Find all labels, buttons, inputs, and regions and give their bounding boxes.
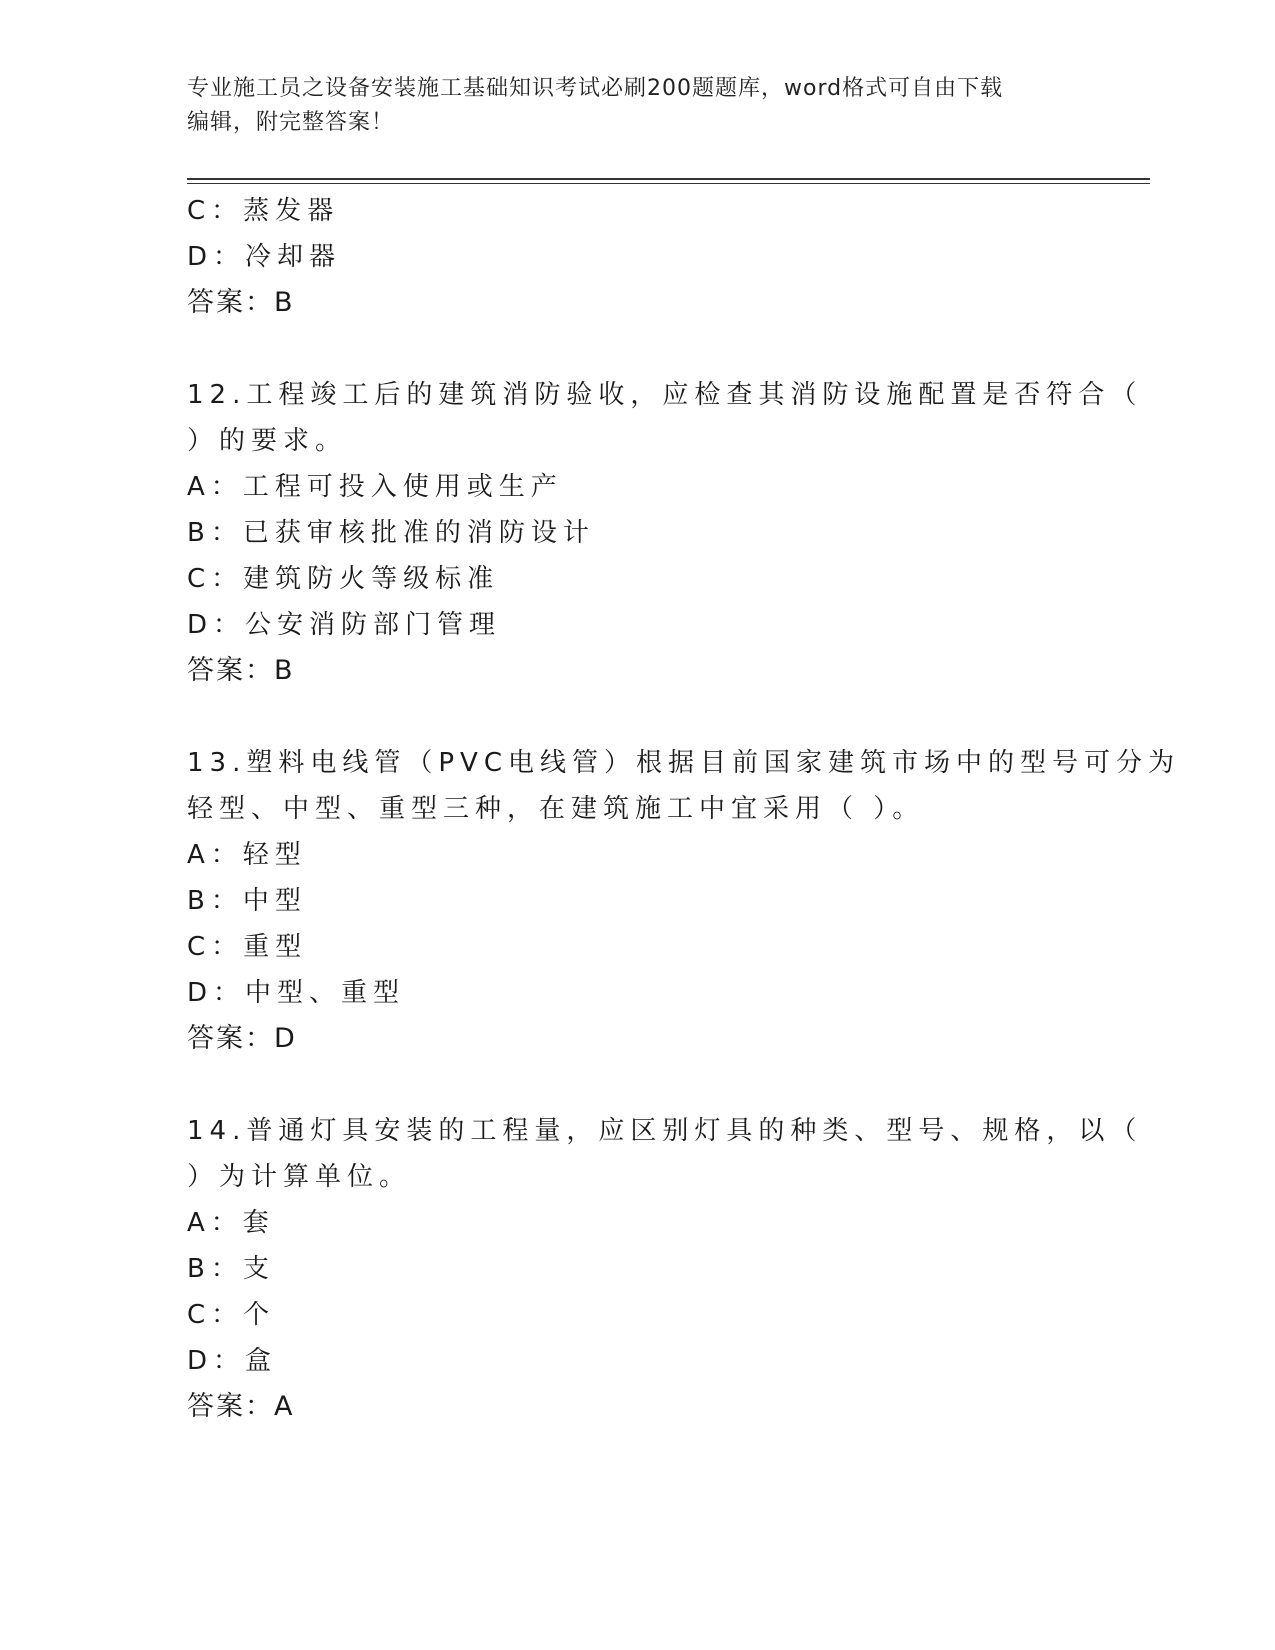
question-list — [187, 188, 1180, 1430]
question-stem: 14.普通灯具安装的工程量，应区别灯具的种类、型号、规格，以（ — [187, 1116, 1143, 1146]
option-a: A：轻型 — [187, 840, 307, 870]
option-d: D：中型、重型 — [187, 978, 406, 1008]
option-b: B：支 — [187, 1254, 275, 1284]
spacer — [187, 1062, 1087, 1108]
option-c: C：个 — [187, 1300, 276, 1330]
option-d: D：公安消防部门管理 — [187, 610, 502, 640]
header-title-line2: 编辑，附完整答案！ — [187, 110, 395, 135]
header-title-line1: 专业施工员之设备安装施工基础知识考试必刷200题题库，word格式可自由下载 — [187, 76, 1004, 101]
document-header — [187, 72, 1067, 140]
option-b: B：已获审核批准的消防设计 — [187, 518, 595, 548]
spacer — [187, 326, 1087, 372]
option-c: C：重型 — [187, 932, 308, 962]
option-c: C：蒸发器 — [187, 196, 340, 226]
question-stem: 13.塑料电线管（PVC电线管）根据目前国家建筑市场中的型号可分为 — [187, 748, 1180, 778]
option-a: A：套 — [187, 1208, 275, 1238]
question-12 — [187, 372, 1143, 694]
answer: 答案：D — [187, 1023, 297, 1054]
header-divider-thin — [187, 183, 1150, 184]
header-divider-thick — [187, 178, 1150, 180]
option-c: C：建筑防火等级标准 — [187, 564, 500, 594]
option-a: A：工程可投入使用或生产 — [187, 472, 563, 502]
answer: 答案：B — [187, 655, 295, 686]
option-b: B：中型 — [187, 886, 307, 916]
answer: 答案：B — [187, 287, 295, 318]
question-stem: 12.工程竣工后的建筑消防验收，应检查其消防设施配置是否符合（ — [187, 380, 1143, 410]
spacer — [187, 694, 1087, 740]
question-stem-cont: ）为计算单位。 — [187, 1162, 412, 1192]
question-stem-cont: ）的要求。 — [187, 426, 348, 456]
question-14 — [187, 1108, 1143, 1430]
answer: 答案：A — [187, 1391, 295, 1422]
question-11-tail — [187, 188, 1087, 326]
question-stem-cont: 轻型、中型、重型三种，在建筑施工中宜采用（ ）。 — [187, 794, 925, 824]
option-d: D：盒 — [187, 1346, 278, 1376]
question-13 — [187, 740, 1180, 1062]
option-d: D：冷却器 — [187, 242, 342, 272]
